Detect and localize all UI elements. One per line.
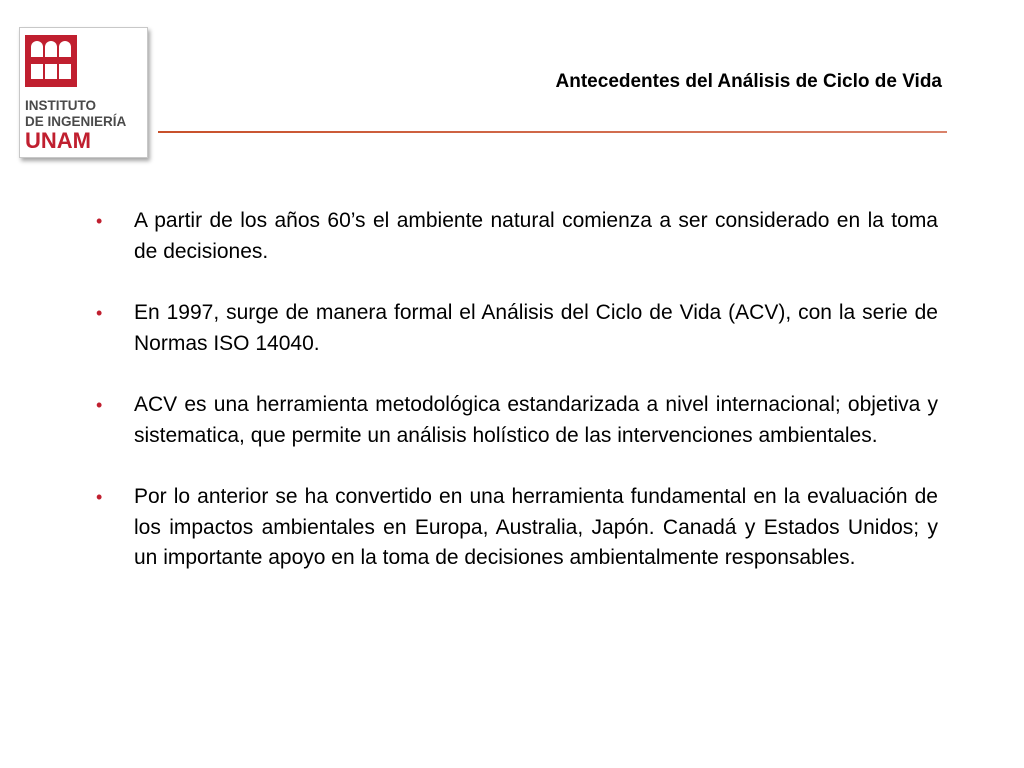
bullet-text: A partir de los años 60’s el ambiente natural comienza a ser considerado en la toma de decisiones. [134, 209, 938, 263]
slide-title: Antecedentes del Análisis de Ciclo de Vida [555, 71, 942, 92]
bullet-icon: • [96, 211, 103, 231]
title-divider [158, 131, 947, 133]
bullet-icon: • [96, 395, 103, 415]
bullet-item [96, 482, 938, 574]
logo-text-unam: UNAM [25, 128, 91, 153]
bullet-text: ACV es una herramienta metodológica estandarizada a nivel internacional; objetiva y sistematica, que permite un análisis holístico de las intervenciones ambientales. [134, 393, 938, 447]
institute-logo [19, 27, 148, 158]
bullet-list [96, 206, 938, 605]
bullet-icon: • [96, 303, 103, 323]
bullet-item [96, 390, 938, 451]
bullet-text: En 1997, surge de manera formal el Análisis del Ciclo de Vida (ACV), con la serie de Normas ISO 14040. [134, 301, 938, 355]
bullet-text: Por lo anterior se ha convertido en una herramienta fundamental en la evaluación de los impactos ambientales en Europa, Australia, Japón. Canadá y Estados Unidos; y un importante apoyo en la toma de decisiones ambientalmente responsables. [134, 485, 938, 569]
bullet-item [96, 206, 938, 267]
logo-text-instituto: INSTITUTO [25, 98, 97, 113]
institute-logo-icon [25, 35, 77, 87]
bullet-icon: • [96, 487, 103, 507]
logo-text-de-ingenieria: DE INGENIERÍA [25, 114, 127, 129]
bullet-item [96, 298, 938, 359]
